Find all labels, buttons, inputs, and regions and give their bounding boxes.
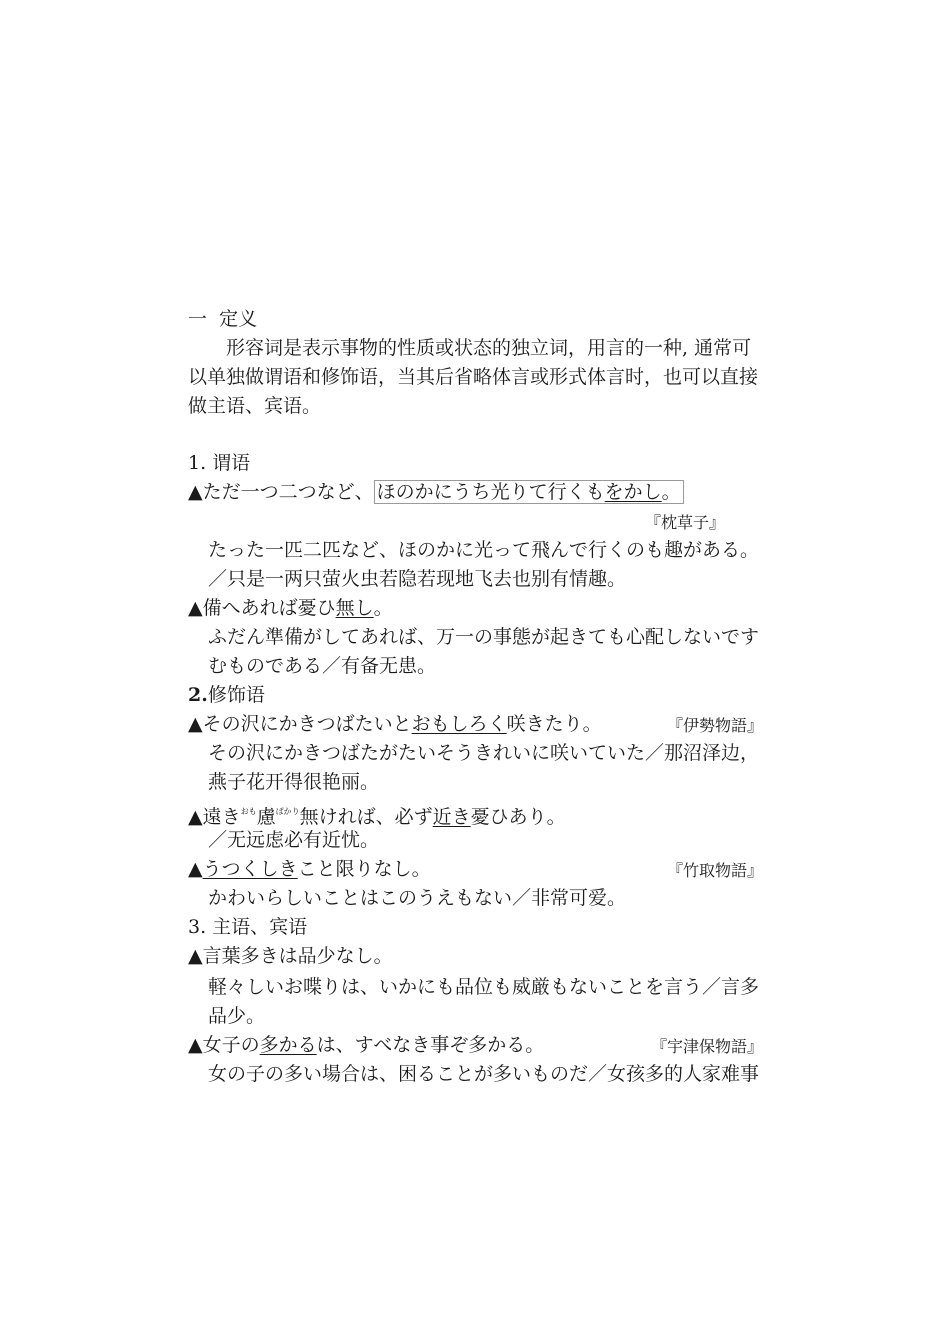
underlined-adjective: うつくしき: [202, 858, 298, 880]
source-citation: 『宇津保物語』: [650, 1037, 763, 1056]
translation-line: 軽々しいお喋りは、いかにも品位も威厳もないことを言う／言多: [208, 976, 760, 998]
example-text: 慮: [256, 806, 276, 828]
translation-line: 燕子花开得很艳丽。: [208, 771, 380, 793]
example-text: こと限りなし。: [297, 858, 431, 880]
underlined-adjective: をかし: [604, 481, 662, 503]
example-text: 憂ひあり。: [470, 806, 566, 828]
spacer: [188, 421, 773, 449]
translation-line: たった一匹二匹など、ほのかに光って飛んで行くのも趣がある。: [208, 539, 760, 561]
subsection-heading: 1. 谓语: [188, 452, 251, 474]
example-sentence: ▲言葉多きは品少なし。: [188, 945, 393, 967]
example-text: 。: [373, 597, 393, 619]
section-heading: [188, 305, 773, 334]
section-title: 定义: [219, 308, 258, 330]
subsection-heading: [188, 681, 773, 710]
example-text: は、すべなき事ぞ多かる。: [316, 1034, 545, 1056]
example-sentence: [188, 594, 773, 623]
example-text: ほのかにうち光りて行くも: [376, 481, 605, 503]
example-text: ▲: [188, 858, 203, 880]
source-citation: 『竹取物語』: [666, 861, 763, 880]
translation-line: 女の子の多い場合は、困ることが多いものだ／女孩多的人家难事: [208, 1063, 760, 1085]
example-text: ▲遠き: [188, 806, 241, 828]
document-body: [188, 305, 773, 1089]
example-text: ▲その沢にかきつばたいと: [188, 713, 412, 735]
example-text: 咲きたり。: [506, 713, 602, 735]
translation-line: ふだん準備がしてあれば、万一の事態が起きても心配しないです: [208, 626, 760, 648]
example-text: ▲ただ一つ二つなど、: [188, 481, 374, 503]
intro-line: 以单独做谓语和修饰语，当其后省略体言或形式体言时，也可以直接: [188, 366, 759, 388]
example-sentence: [188, 855, 773, 884]
subsection-number: 2.: [188, 684, 208, 706]
furigana: おも: [240, 807, 257, 816]
underlined-adjective: 無し: [335, 597, 374, 619]
translation-line: かわいらしいことはこのうえもない／非常可爱。: [208, 887, 627, 909]
highlight-box: [374, 480, 684, 504]
translation-line: その沢にかきつばたがたいそうきれいに咲いていた／那沼泽边，: [208, 742, 760, 764]
intro-line: 做主语、宾语。: [188, 395, 322, 417]
example-sentence: [188, 478, 773, 507]
source-line: [188, 507, 773, 536]
example-sentence: [188, 1031, 773, 1060]
subsection-heading: 3. 主语、宾语: [188, 916, 308, 938]
example-sentence: [188, 710, 773, 739]
example-text: 無ければ、必ず: [299, 806, 433, 828]
subsection-title: 修饰语: [207, 684, 265, 706]
example-text: 。: [661, 481, 681, 503]
furigana: ぱかり: [275, 807, 300, 816]
section-number: 一: [188, 308, 208, 330]
translation-line: ／无远虑必有近忧。: [208, 829, 380, 851]
underlined-adjective: 近き: [432, 806, 471, 828]
underlined-adjective: おもしろく: [411, 713, 507, 735]
underlined-adjective: 多かる: [259, 1034, 317, 1056]
example-text: ▲備へあれば憂ひ: [188, 597, 336, 619]
example-sentence: [188, 797, 773, 826]
source-citation: 『枕草子』: [644, 513, 725, 532]
translation-line: 品少。: [208, 1005, 266, 1027]
example-text: ▲女子の: [188, 1034, 260, 1056]
translation-line: むものである／有备无患。: [208, 655, 437, 677]
source-citation: 『伊勢物語』: [666, 716, 763, 735]
translation-line: ／只是一两只萤火虫若隐若现地飞去也别有情趣。: [208, 568, 627, 590]
intro-line: 形容词是表示事物的性质或状态的独立词，用言的一种, 通常可: [226, 337, 752, 359]
